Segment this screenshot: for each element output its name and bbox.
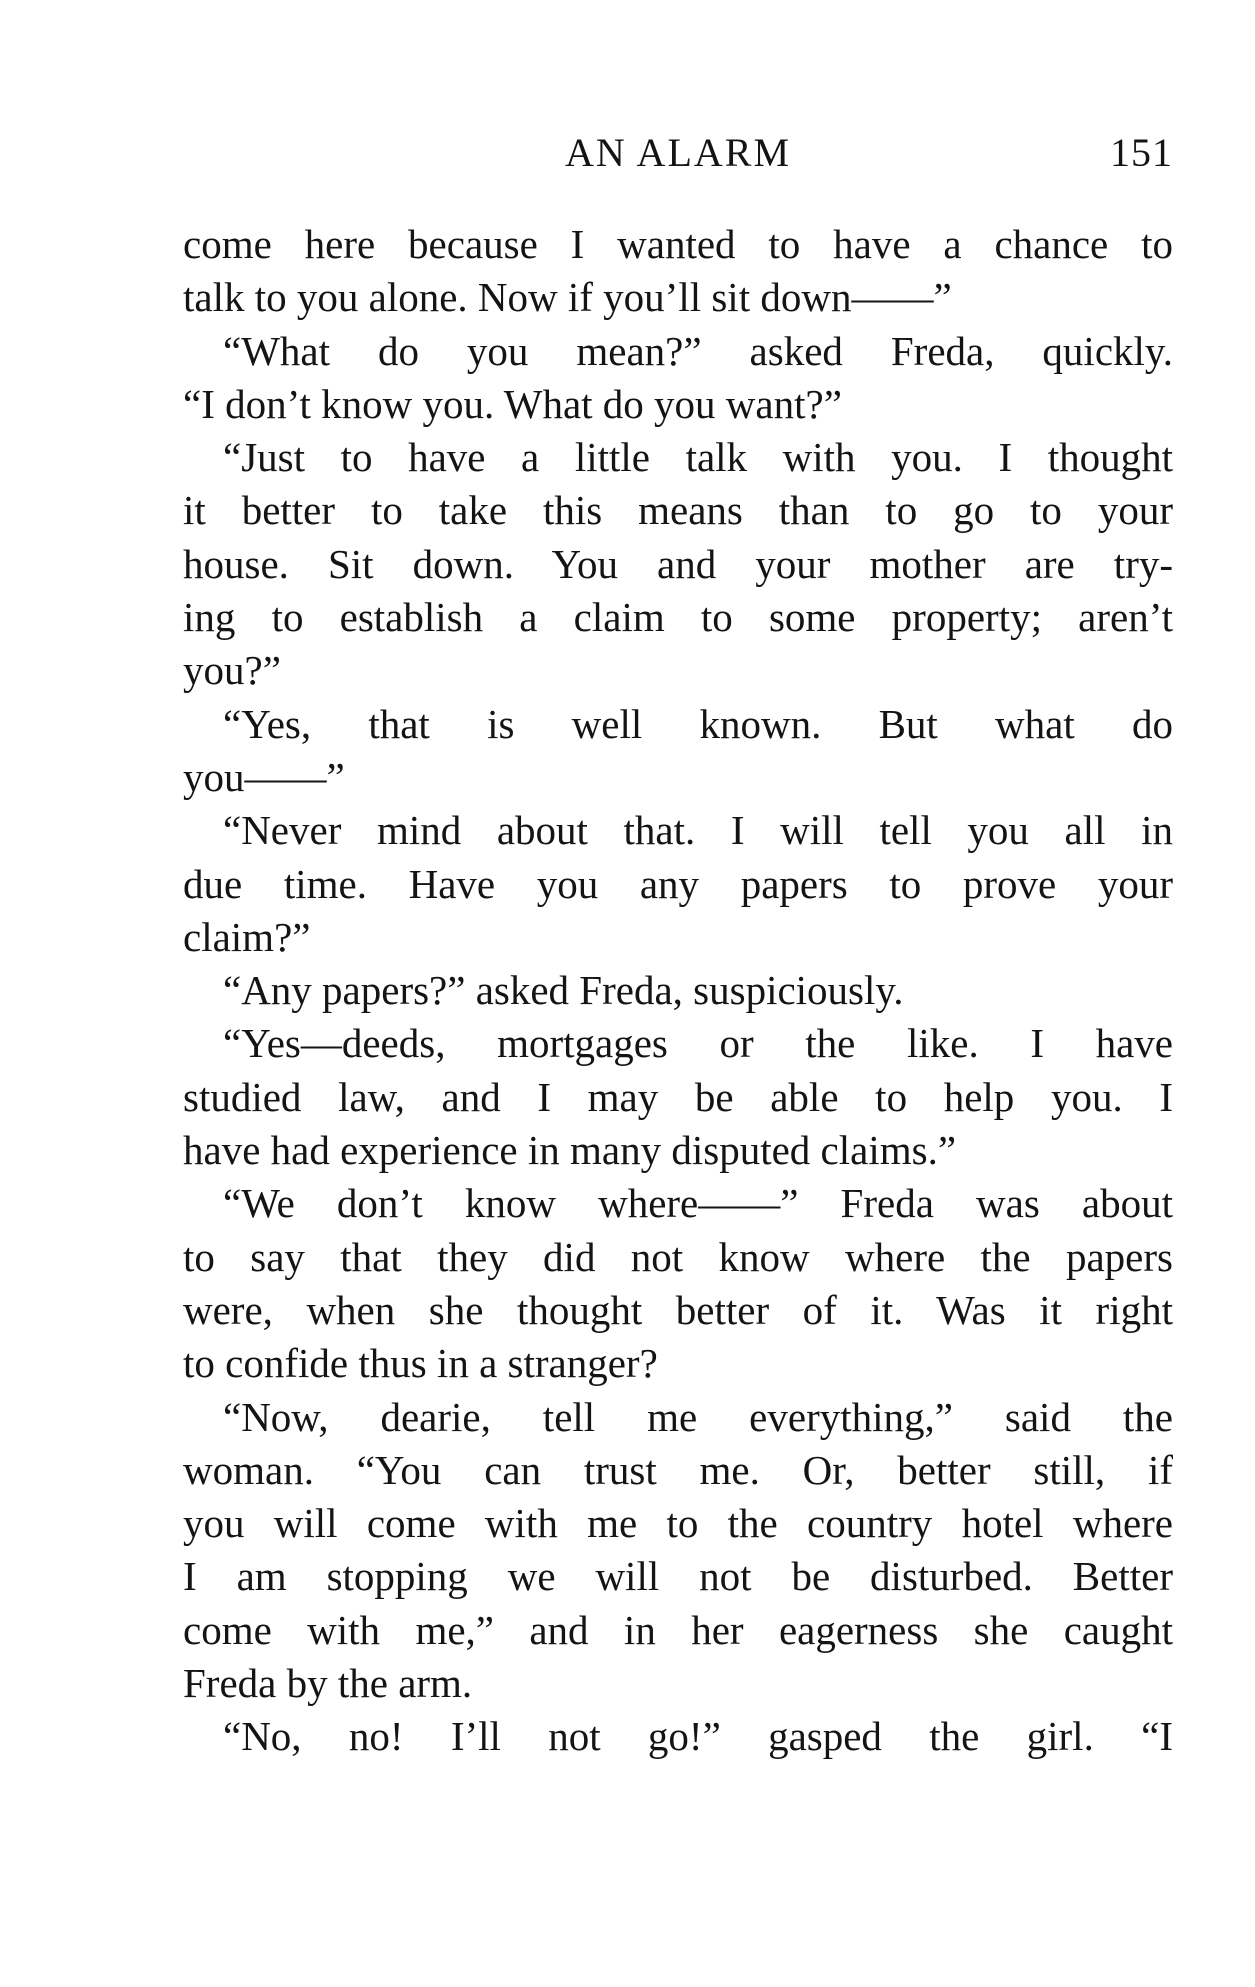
text-line: it better to take this means than to go to your	[183, 487, 1173, 534]
page-number: 151	[1110, 130, 1173, 175]
text-line: woman. “You can trust me. Or, better still, if	[183, 1446, 1173, 1493]
text-line: claim?”	[183, 913, 311, 960]
text-line: I am stopping we will not be disturbed. Better	[183, 1553, 1173, 1600]
text-line: come with me,” and in her eagerness she caught	[183, 1606, 1173, 1653]
text-line: “Never mind about that. I will tell you all in	[223, 807, 1173, 854]
text-line: “Yes, that is well known. But what do	[223, 700, 1173, 747]
text-line: come here because I wanted to have a chance to	[183, 221, 1173, 267]
text-line: “Any papers?” asked Freda, suspiciously.	[223, 967, 904, 1014]
text-line: studied law, and I may be able to help you. I	[183, 1073, 1173, 1120]
text-line: Freda by the arm.	[183, 1660, 473, 1707]
text-line: to say that they did not know where the papers	[183, 1233, 1173, 1280]
text-line: due time. Have you any papers to prove your	[183, 860, 1173, 907]
text-line: to confide thus in a stranger?	[183, 1340, 658, 1387]
text-line: were, when she thought better of it. Was it right	[183, 1286, 1173, 1333]
text-line: “Now, dearie, tell me everything,” said the	[223, 1393, 1173, 1440]
running-head	[183, 128, 1173, 178]
text-line: ing to establish a claim to some property; aren’t	[183, 594, 1173, 641]
text-line: “Yes—deeds, mortgages or the like. I have	[223, 1020, 1173, 1067]
text-line: “We don’t know where——” Freda was about	[223, 1180, 1173, 1227]
chapter-title: AN ALARM	[564, 130, 792, 175]
text-line: you will come with me to the country hotel where	[183, 1500, 1173, 1547]
text-line: you?”	[183, 647, 281, 694]
body-text	[183, 218, 1173, 1764]
text-line: have had experience in many disputed claims.”	[183, 1127, 957, 1174]
text-line: “Just to have a little talk with you. I thought	[223, 434, 1173, 481]
text-line: you——”	[183, 753, 345, 800]
text-line: “I don’t know you. What do you want?”	[183, 380, 842, 427]
text-line: talk to you alone. Now if you’ll sit down——”	[183, 274, 952, 321]
text-line: “No, no! I’ll not go!” gasped the girl. “I	[223, 1713, 1173, 1760]
text-line: “What do you mean?” asked Freda, quickly.	[223, 327, 1173, 374]
text-line: house. Sit down. You and your mother are try-	[183, 540, 1173, 587]
